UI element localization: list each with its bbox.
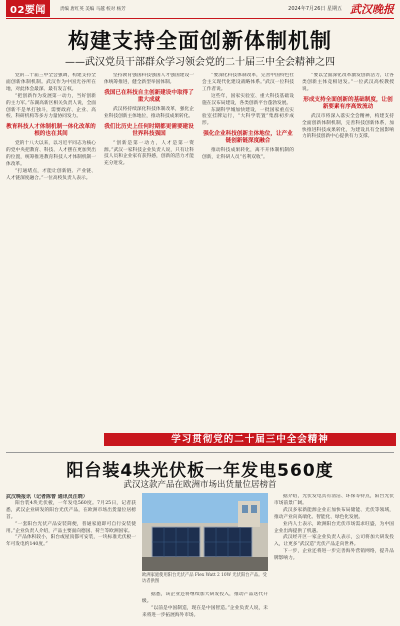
paragraph: “要以全面深化改革激发创新活力，让各类创新主体竞相迸发。”一位武汉高校教授说。	[302, 73, 394, 92]
article2-title: 阳台装4块光伏板一年发电560度	[66, 461, 334, 481]
article1-column-3	[202, 73, 294, 428]
section-heading: 我国已在科技自主创新建设中取得了重大成就	[104, 89, 194, 103]
paragraph: 据介绍，光伏发电具有清洁、环保等特点，阳台光伏市场前景广阔。	[274, 494, 394, 506]
paragraph: “产品体积较小，阳台或屋顶都可安装，一块标准光伏板一年可发电约140度。”	[6, 535, 136, 548]
article1-column-1	[6, 73, 96, 428]
paragraph: 推动科技成果转化，离不开体制机制的创新，让科研人员“名利双收”。	[202, 148, 294, 161]
editors-line: 责编 唐红英 美编 马越 校对 杨芳	[59, 6, 126, 12]
paragraph: “创新是第一动力，人才是第一资源。”武汉一家科技企业负责人说，只有让科技人员和企业家有获得感，创新的活力才能充分迸发。	[104, 140, 194, 167]
paragraph: 这些年，国家实验室、重大科技基础设施在汉布局建设，各类创新平台蓬勃发展。	[202, 93, 294, 106]
paragraph: 武汉经开区一家企业负责人表示，公司将加大研发投入，让更多“武汉造”光伏产品走向世界。	[274, 535, 394, 548]
series-banner: 学习贯彻党的二十届三中全会精神	[104, 433, 396, 446]
page-header	[0, 0, 400, 17]
article1-title: 构建支持全面创新体制机制	[68, 29, 332, 53]
solar-panel-illustration	[142, 493, 268, 571]
paragraph: 党的二十届三中全会强调，构建支持全面创新体制机制。武汉作为中国光谷所在地，对此体会最深、最有发言权。	[6, 73, 96, 92]
paragraph: 下一步，企业还将进一步完善海外营销网络，提升品牌影响力。	[274, 549, 394, 562]
page-number: 02要闻	[6, 0, 50, 17]
solar-balcony-photo	[142, 493, 268, 571]
byline: 武汉晚报讯（记者陈曾 通讯员汪晓）	[6, 494, 88, 500]
section-heading: 教育科技人才体制机制一体化改革的根的也在其间	[6, 124, 96, 138]
paragraph: 业内人士表示，欧洲阳台光伏市场需求旺盛，为中国企业出海提供了机遇。	[274, 521, 394, 534]
article2-subtitle: 武汉这款产品在欧洲市场出货量位居榜首	[123, 480, 277, 490]
header-rule	[6, 18, 394, 19]
paragraph: “一套阳台光伏产品安装简便，普通家庭即可自行安装使用。”企业负责人介绍，产品主要面向德国、荷兰等欧洲国家。	[6, 521, 136, 534]
paragraph: 据悉，该企业还将继续加大研发投入，推动产品迭代升级。	[142, 592, 268, 604]
paragraph: “以前是中国制造，现在是中国智造。”企业负责人说，未来将进一步拓展海外市场。	[142, 605, 268, 618]
paragraph: 武汉将持续深化科技体制改革，强化企业科技创新主体地位，推动科技成果转化。	[104, 106, 194, 119]
section-heading: 我们比历史上任何时期都更需要建设世界科技强国	[104, 123, 194, 137]
issue-date: 2024年7月26日 星期五	[288, 6, 342, 12]
article1-column-2	[104, 73, 194, 428]
section-heading: 形成支持全面创新的基础制度，让创新要素有序高效流动	[303, 96, 393, 110]
paragraph: “要深化科技体制改革，完善中国特色社会主义现代化建设战略体系。”武汉一位科技工作者说。	[202, 73, 294, 92]
photo-caption: 欧洲家庭使用阳台光伏产品 Flex Watt 2 10W 光伏阳台产品。受访者供图	[142, 573, 267, 584]
article1-column-4	[302, 73, 394, 428]
paragraph: 坚持教育强国科技强国人才强国建设一体统筹推进，健全新型举国体制。	[104, 73, 194, 85]
article2-column-3	[274, 494, 394, 622]
paragraph: 武汉市将深入落实全会精神，构建支持全面创新体制机制，完善科技创新体系，加快推进科技成果转化，为建设具有全国影响力的科技创新中心提供有力支撑。	[302, 113, 394, 140]
section-heading: 强化企业科技创新主体地位，让产业链创新链深度融合	[203, 131, 293, 145]
masthead-logo: 武汉晚报	[350, 2, 394, 16]
section-divider	[6, 452, 394, 453]
paragraph: “打通堵点，才能让创新链、产业链、人才链深度融合。”一位高校负责人表示。	[6, 168, 96, 181]
paragraph: 党的十八大以来，以习近平同志为核心的党中央把教育、科技、人才摆在更加突出的位置，统筹推进教育科技人才体制机制一体改革。	[6, 141, 96, 168]
paragraph: 东湖科学城加快建设，一批国家重点实验室挂牌运行，“大科学装置”集群初步成形。	[202, 107, 294, 127]
article2-column-2	[142, 592, 268, 622]
article2-column-1	[6, 494, 136, 622]
paragraph: 武汉多家新能源企业正加快布局储能、光伏等领域，推动产业向高端化、智能化、绿色化发展。	[274, 507, 394, 520]
paragraph: 阳台装4块光伏板，一年发电560度。7月25日，记者获悉，武汉企业研发的阳台光伏产品，在欧洲市场出货量位居榜首。	[6, 500, 136, 520]
article1-subtitle: ——武汉党员干部群众学习领会党的二十届三中全会精神之四	[65, 57, 335, 68]
paragraph: “把创新作为发展第一动力，当好创新的主力军。”东湖高新区相关负责人说，全面创新不是单打独斗，需要政府、企业、高校、科研机构等多方力量协同发力。	[6, 93, 96, 120]
